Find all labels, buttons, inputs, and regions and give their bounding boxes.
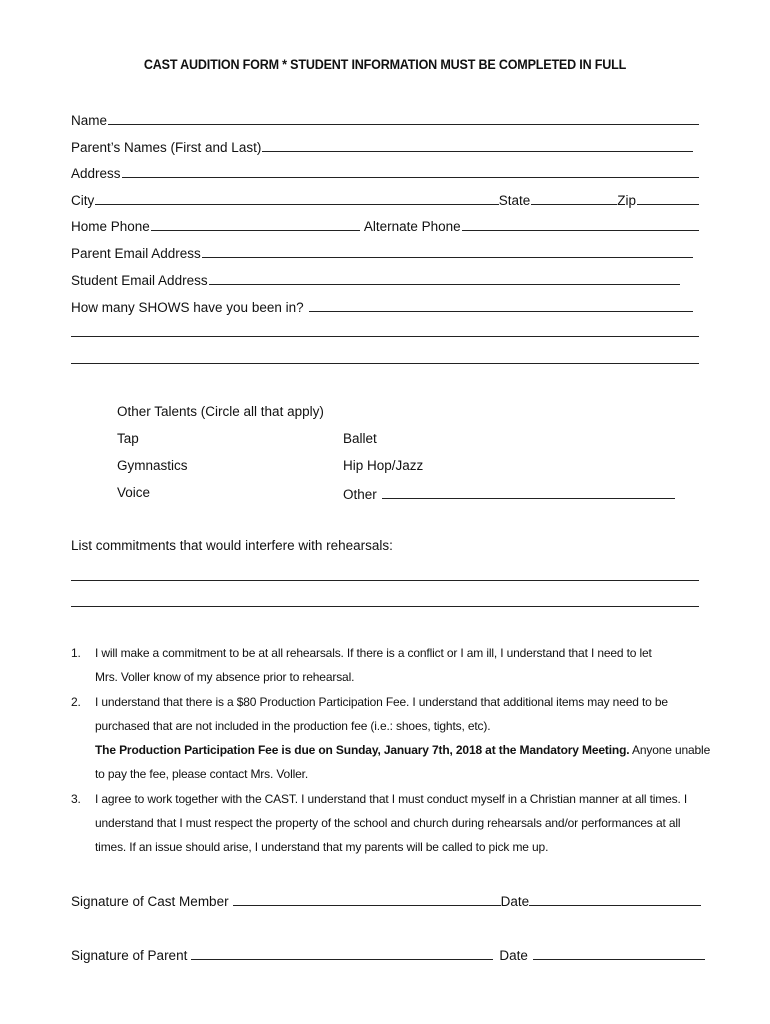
parent-email-field[interactable] (71, 243, 693, 261)
student-email-label: Student Email Address (71, 273, 208, 288)
shows-extra-blank-1[interactable] (71, 336, 699, 337)
item-text: understand that I must respect the property of the school and church during rehearsals and/or performances at all (95, 816, 681, 830)
item-text: I will make a commitment to be at all rehearsals. If there is a conflict or I am ill, I understand that I need to let (95, 646, 652, 660)
student-email-blank[interactable] (209, 284, 680, 285)
form-title: CAST AUDITION FORM * STUDENT INFORMATION MUST BE COMPLETED IN FULL (143, 57, 627, 72)
zip-blank[interactable] (637, 204, 699, 205)
item-text: times. If an issue should arise, I understand that my parents will be called to pick me up. (95, 840, 549, 854)
city-state-zip-row (71, 190, 699, 208)
commitments-blank-2[interactable] (71, 606, 699, 607)
parents-names-field[interactable] (71, 137, 693, 155)
parents-names-blank[interactable] (262, 151, 693, 152)
agreement-item-3 (71, 787, 711, 859)
state-label: State (498, 193, 531, 208)
talent-voice[interactable]: Voice (117, 485, 151, 500)
item-number: 1. (71, 646, 81, 660)
fee-due-line (95, 738, 711, 762)
talents-heading: Other Talents (Circle all that apply) (117, 404, 324, 419)
name-label: Name (71, 113, 108, 128)
cast-member-signature-row (71, 891, 701, 909)
agreement-item-1 (71, 641, 711, 689)
item-number: 2. (71, 695, 81, 709)
talent-ballet[interactable]: Ballet (343, 431, 377, 446)
shows-extra-blank-2[interactable] (71, 363, 699, 364)
city-blank[interactable] (95, 204, 498, 205)
talent-hiphop-jazz[interactable]: Hip Hop/Jazz (343, 458, 424, 473)
talent-gymnastics[interactable]: Gymnastics (117, 458, 188, 473)
parent-date-blank[interactable] (533, 959, 705, 960)
talent-other-blank[interactable] (382, 498, 675, 499)
talent-other-label: Other (343, 487, 377, 502)
address-field[interactable] (71, 163, 699, 181)
state-blank[interactable] (531, 204, 617, 205)
talent-other-field[interactable] (343, 484, 675, 502)
alternate-phone-blank[interactable] (462, 230, 699, 231)
item-text: I agree to work together with the CAST. I understand that I must conduct myself in a Christian manner at all times. I (95, 792, 688, 806)
fee-due-notice: The Production Participation Fee is due on Sunday, January 7th, 2018 at the Mandatory Meeting. (95, 743, 630, 757)
name-blank[interactable] (108, 124, 699, 125)
cast-member-signature-blank[interactable] (233, 905, 501, 906)
talent-tap[interactable]: Tap (117, 431, 139, 446)
shows-field[interactable] (71, 297, 693, 315)
shows-label: How many SHOWS have you been in? (71, 300, 304, 315)
name-field[interactable] (71, 110, 699, 128)
fee-due-followup: Anyone unable (629, 743, 711, 757)
parent-signature-blank[interactable] (191, 959, 493, 960)
home-phone-blank[interactable] (151, 230, 360, 231)
cast-member-signature-label: Signature of Cast Member (71, 894, 229, 909)
zip-label: Zip (617, 193, 636, 208)
item-number: 3. (71, 792, 81, 806)
phone-row (71, 216, 699, 234)
cast-member-date-label: Date (500, 894, 530, 909)
shows-blank[interactable] (309, 311, 693, 312)
parents-names-label: Parent’s Names (First and Last) (71, 140, 262, 155)
commitments-heading: List commitments that would interfere with rehearsals: (71, 538, 393, 553)
home-phone-label: Home Phone (71, 219, 150, 234)
parent-signature-row (71, 945, 705, 963)
item-text: purchased that are not included in the production fee (i.e.: shoes, tights, etc). (95, 719, 491, 733)
parent-signature-label: Signature of Parent (71, 948, 188, 963)
address-label: Address (71, 166, 121, 181)
address-blank[interactable] (122, 177, 699, 178)
commitments-blank-1[interactable] (71, 580, 699, 581)
cast-member-date-blank[interactable] (529, 905, 701, 906)
parent-email-label: Parent Email Address (71, 246, 201, 261)
alternate-phone-label: Alternate Phone (363, 219, 461, 234)
parent-date-label: Date (499, 948, 528, 963)
parent-email-blank[interactable] (202, 257, 693, 258)
student-email-field[interactable] (71, 270, 680, 288)
item-text: I understand that there is a $80 Production Participation Fee. I understand that additional items may need to be (95, 695, 668, 709)
agreement-item-2 (71, 690, 711, 786)
item-text: Mrs. Voller know of my absence prior to rehearsal. (95, 670, 355, 684)
city-label: City (71, 193, 95, 208)
item-text: to pay the fee, please contact Mrs. Voller. (95, 767, 309, 781)
